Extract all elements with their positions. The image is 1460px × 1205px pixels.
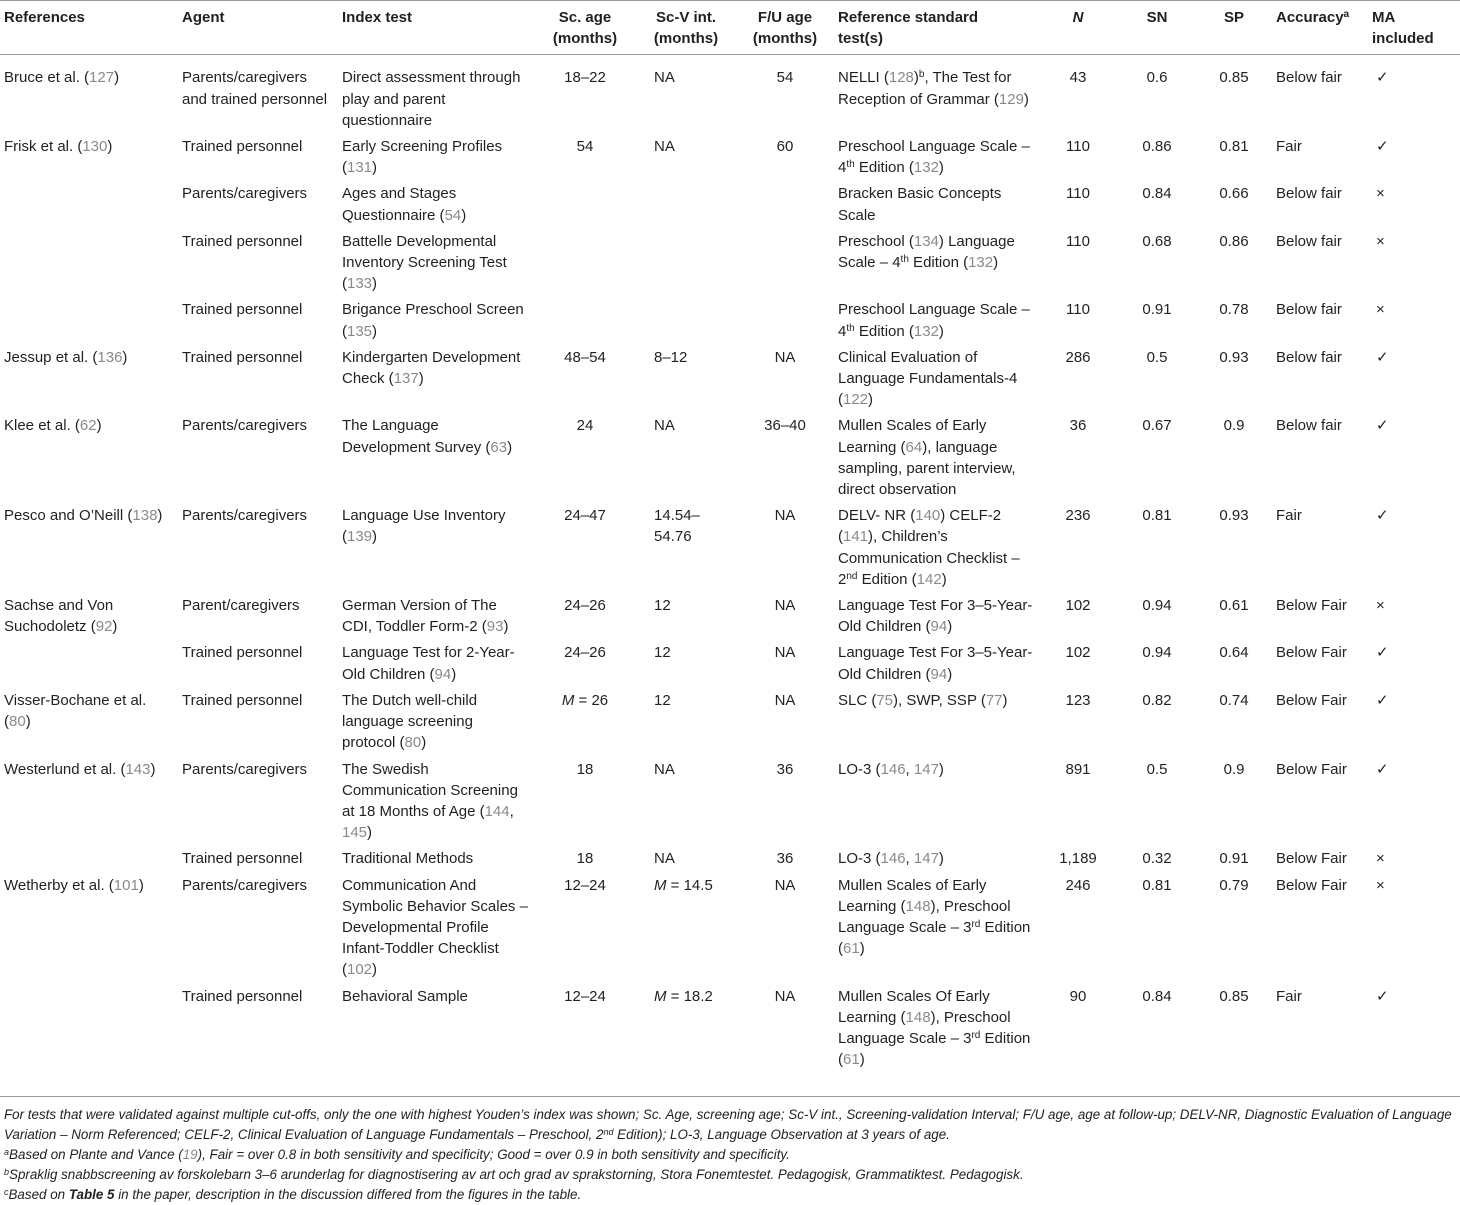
cell-accuracy: Below fair	[1276, 301, 1342, 319]
table-row	[0, 755, 1460, 845]
cell-reference: Klee et al. (62)	[4, 417, 102, 435]
cell-reference: Westerlund et al. (143)	[4, 760, 156, 778]
cell-sp: 0.61	[1219, 597, 1249, 615]
cell-sn: 0.84	[1142, 987, 1172, 1005]
cell-fu-age	[736, 179, 834, 226]
cell-ma-included	[1368, 179, 1460, 226]
cell-fu-age: NA	[774, 644, 796, 662]
cell-sc-age	[534, 179, 636, 226]
cell-accuracy: Fair	[1276, 138, 1302, 156]
cell-n: 1,189	[1059, 850, 1097, 868]
table-row	[0, 295, 1460, 342]
cell-reference-standard: LO-3 (146, 147)	[838, 760, 944, 778]
cell-sc-age: 18–22	[564, 69, 606, 87]
cell-agent: Parents/caregivers	[182, 185, 308, 203]
table-row	[0, 871, 1460, 982]
cell-sn: 0.81	[1142, 507, 1172, 525]
check-icon: ✓	[1376, 691, 1389, 709]
header-agent: Agent	[178, 1, 338, 55]
cell-ma-included	[1368, 686, 1460, 755]
cell-fu-age: NA	[774, 597, 796, 615]
cell-agent: Trained personnel	[182, 691, 303, 709]
cell-n: 102	[1065, 597, 1091, 615]
cell-n: 36	[1069, 417, 1087, 435]
cell-reference	[0, 227, 178, 296]
cell-scv-int: NA	[654, 69, 675, 87]
cell-accuracy: Below fair	[1276, 348, 1342, 366]
cell-reference-standard: Mullen Scales Of Early Learning (148), Preschool Language Scale – 3rd Edition (61)	[838, 987, 1031, 1069]
cell-accuracy: Below Fair	[1276, 876, 1347, 894]
cell-sn: 0.5	[1146, 348, 1168, 366]
cell-agent: Trained personnel	[182, 987, 303, 1005]
cell-ma-included	[1368, 591, 1460, 638]
cell-sn: 0.81	[1142, 876, 1172, 894]
table-row	[0, 686, 1460, 755]
cell-sn: 0.67	[1142, 417, 1172, 435]
cell-ma-included	[1368, 132, 1460, 179]
cell-fu-age: 36	[776, 850, 794, 868]
cell-sn: 0.94	[1142, 597, 1172, 615]
cell-fu-age: 36	[776, 760, 794, 778]
cell-accuracy: Fair	[1276, 987, 1302, 1005]
table-row	[0, 227, 1460, 296]
check-icon: ✓	[1376, 69, 1389, 87]
cell-scv-int: 12	[654, 644, 671, 662]
cell-sc-age: M = 26	[561, 691, 609, 709]
table-row	[0, 179, 1460, 226]
table-row	[0, 844, 1460, 870]
cell-n: 236	[1065, 507, 1091, 525]
cell-index-test: Communication And Symbolic Behavior Scales – Developmental Profile Infant-Toddler Checklist (102)	[342, 876, 528, 979]
cell-n: 110	[1066, 301, 1090, 319]
cell-sp: 0.91	[1219, 850, 1249, 868]
cell-n: 110	[1066, 138, 1090, 156]
cell-accuracy: Below Fair	[1276, 850, 1347, 868]
cell-sp: 0.74	[1219, 691, 1249, 709]
cell-reference-standard: NELLI $(128)^b$, The Test for Reception of Grammar (129)	[838, 69, 1029, 108]
cell-index-test: Behavioral Sample	[342, 987, 468, 1005]
cell-sc-age: 18	[576, 760, 594, 778]
cell-ma-included	[1368, 755, 1460, 845]
cell-sn: 0.84	[1142, 185, 1172, 203]
cell-sn: 0.32	[1142, 850, 1172, 868]
cell-index-test: Traditional Methods	[342, 850, 474, 868]
cell-index-test: Language Use Inventory (139)	[342, 507, 506, 546]
cell-scv-int	[636, 295, 736, 342]
check-icon: ✓	[1376, 507, 1389, 525]
cell-ma-included	[1368, 227, 1460, 296]
cell-sp: 0.9	[1223, 760, 1245, 778]
cell-agent: Parent/caregivers	[182, 597, 300, 615]
cell-ma-included	[1368, 295, 1460, 342]
cell-scv-int	[636, 227, 736, 296]
footnote-a: $^a$Based on Plante and Vance (19), Fair = over 0.8 in both sensitivity and specificity; Good = over 0.9 in both sensitivity and specificity.	[4, 1147, 790, 1162]
cell-fu-age: NA	[774, 691, 796, 709]
cell-sc-age: 18	[576, 850, 594, 868]
cell-accuracy: Below Fair	[1276, 644, 1347, 662]
cell-sp: 0.79	[1219, 876, 1249, 894]
cell-n: 123	[1065, 691, 1091, 709]
cell-reference: Sachse and Von Suchodoletz (92)	[4, 597, 118, 636]
cell-reference: Pesco and O’Neill (138)	[4, 507, 163, 525]
header-sp: SP	[1196, 1, 1272, 55]
cell-accuracy: Fair	[1276, 507, 1302, 525]
cell-index-test: Battelle Developmental Inventory Screening Test (133)	[342, 232, 507, 293]
cell-scv-int: NA	[654, 760, 675, 778]
cell-index-test: Direct assessment through play and parent questionnaire	[342, 69, 521, 129]
table-row	[0, 411, 1460, 501]
cell-fu-age: NA	[774, 876, 796, 894]
cell-n: 43	[1069, 69, 1087, 87]
cell-n: 110	[1066, 185, 1090, 203]
cell-reference-standard: Language Test For 3–5-Year-Old Children (94)	[838, 597, 1033, 636]
header-index-test: Index test	[338, 1, 534, 55]
cell-n: 891	[1065, 760, 1091, 778]
cell-reference-standard: Mullen Scales of Early Learning (64), language sampling, parent interview, direct observation	[838, 417, 1016, 499]
cell-fu-age	[736, 227, 834, 296]
cell-reference-standard: Bracken Basic Concepts Scale	[838, 185, 1002, 224]
cell-sn: 0.86	[1142, 138, 1172, 156]
cell-sp: 0.66	[1219, 185, 1249, 203]
cell-reference: Wetherby et al. (101)	[4, 876, 144, 894]
cell-agent: Parents/caregivers	[182, 417, 308, 435]
cell-agent: Trained personnel	[182, 301, 303, 319]
check-icon: ✓	[1376, 348, 1389, 366]
cell-index-test: Language Test for 2-Year-Old Children (94)	[342, 644, 515, 683]
table-row	[0, 132, 1460, 179]
header-references: References	[0, 1, 178, 55]
cell-index-test: Ages and Stages Questionnaire (54)	[342, 185, 467, 224]
cell-agent: Parents/caregivers and trained personnel	[182, 69, 328, 108]
cell-fu-age: NA	[774, 507, 796, 525]
cell-ma-included	[1368, 871, 1460, 982]
cell-index-test: The Dutch well-child language screening protocol (80)	[342, 691, 478, 752]
footnote-c: $^c$Based on Table 5 in the paper, description in the discussion differed from the figures in the table.	[4, 1187, 582, 1202]
cell-sp: 0.85	[1219, 987, 1249, 1005]
cell-reference-standard: SLC (75), SWP, SSP (77)	[838, 691, 1008, 709]
cell-n: 286	[1065, 348, 1091, 366]
cell-reference-standard: Preschool Language Scale – 4th Edition (132)	[838, 138, 1030, 177]
cell-sp: 0.93	[1219, 507, 1249, 525]
cell-index-test: Brigance Preschool Screen (135)	[342, 301, 524, 340]
header-reference-standard: Reference standard test(s)	[834, 1, 1038, 55]
cell-reference: Frisk et al. (130)	[4, 138, 113, 156]
cell-index-test: The Swedish Communication Screening at 18 Months of Age (144, 145)	[342, 760, 518, 842]
check-icon: ✓	[1376, 644, 1389, 662]
cell-accuracy: Below Fair	[1276, 691, 1347, 709]
cell-sc-age: 54	[576, 138, 594, 156]
cell-ma-included	[1368, 55, 1460, 132]
cell-index-test: Early Screening Profiles (131)	[342, 138, 503, 177]
cell-scv-int: M = 14.5	[654, 876, 713, 894]
cell-scv-int: 12	[654, 691, 671, 709]
cell-reference-standard: Language Test For 3–5-Year-Old Children (94)	[838, 644, 1033, 683]
cell-n: 102	[1065, 644, 1091, 662]
header-sc-age: Sc. age (months)	[534, 1, 636, 55]
cell-agent: Parents/caregivers	[182, 507, 308, 525]
cell-sc-age: 24–47	[564, 507, 606, 525]
check-icon: ✓	[1376, 417, 1389, 435]
cell-reference	[0, 844, 178, 870]
cell-scv-int: 14.54–54.76	[654, 507, 700, 546]
cell-sp: 0.81	[1219, 138, 1249, 156]
cell-agent: Trained personnel	[182, 138, 303, 156]
cell-reference-standard: Mullen Scales of Early Learning (148), Preschool Language Scale – 3rd Edition (61)	[838, 876, 1031, 958]
cell-sp: 0.93	[1219, 348, 1249, 366]
cell-sc-age: 24	[576, 417, 594, 435]
cell-n: 90	[1069, 987, 1087, 1005]
cell-scv-int	[636, 179, 736, 226]
table-row	[0, 638, 1460, 685]
header-fu-age: F/U age (months)	[736, 1, 834, 55]
cell-sc-age: 48–54	[564, 348, 606, 366]
cell-fu-age: NA	[774, 348, 796, 366]
cell-scv-int: NA	[654, 138, 675, 156]
cell-sn: 0.91	[1142, 301, 1172, 319]
cell-index-test: The Language Development Survey (63)	[342, 417, 513, 456]
cell-reference	[0, 638, 178, 685]
cell-scv-int: 8–12	[654, 348, 688, 366]
cell-n: 246	[1065, 876, 1091, 894]
table-row	[0, 591, 1460, 638]
cell-agent: Parents/caregivers	[182, 876, 308, 894]
cell-accuracy: Below fair	[1276, 232, 1342, 250]
cell-accuracy: Below Fair	[1276, 760, 1347, 778]
cell-ma-included	[1368, 501, 1460, 591]
cross-icon: ×	[1376, 232, 1385, 250]
header-n: N	[1038, 1, 1118, 55]
cell-sn: 0.6	[1146, 69, 1168, 87]
cell-agent: Trained personnel	[182, 850, 303, 868]
cell-accuracy: Below Fair	[1276, 597, 1347, 615]
header-row	[0, 1, 1460, 55]
cell-sc-age: 24–26	[564, 597, 606, 615]
cell-sn: 0.5	[1146, 760, 1168, 778]
check-icon: ✓	[1376, 138, 1389, 156]
cell-reference-standard: Preschool (134) Language Scale – 4th Edition (132)	[838, 232, 1015, 272]
cross-icon: ×	[1376, 850, 1385, 868]
cell-reference	[0, 295, 178, 342]
cell-scv-int: NA	[654, 850, 675, 868]
cell-reference-standard: LO-3 (146, 147)	[838, 850, 944, 868]
cell-n: 110	[1066, 232, 1090, 250]
cell-fu-age: 60	[776, 138, 794, 156]
cell-agent: Trained personnel	[182, 232, 303, 250]
cell-fu-age: NA	[774, 987, 796, 1005]
footnote-abbreviations: For tests that were validated against multiple cut-offs, only the one with highest Youden’s index was shown; Sc. Age, screening age; Sc-V int., Screening-validation Interval; F/U age, age at follow-up; DELV-NR, Diagnostic Evaluation of Language Variation – Norm Referenced; CELF-2, Clinical Evaluation of Language Fundamentals – Preschool, 2nd Edition); LO-3, Language Observation at 3 years of age.	[4, 1107, 1452, 1142]
cell-reference: Jessup et al. (136)	[4, 348, 128, 366]
cell-accuracy: Below fair	[1276, 69, 1342, 87]
cross-icon: ×	[1376, 185, 1385, 203]
cell-sc-age: 12–24	[564, 987, 606, 1005]
cell-sc-age: 24–26	[564, 644, 606, 662]
cross-icon: ×	[1376, 597, 1385, 615]
check-icon: ✓	[1376, 987, 1389, 1005]
cell-fu-age	[736, 295, 834, 342]
check-icon: ✓	[1376, 760, 1389, 778]
cell-accuracy: Below fair	[1276, 417, 1342, 435]
cell-sn: 0.82	[1142, 691, 1172, 709]
cell-ma-included	[1368, 411, 1460, 501]
header-accuracy: Accuracy$^a$	[1272, 1, 1368, 55]
cell-fu-age: 54	[776, 69, 794, 87]
cell-ma-included	[1368, 982, 1460, 1072]
cell-sc-age	[534, 227, 636, 296]
cell-sp: 0.9	[1223, 417, 1245, 435]
header-scv-int: Sc-V int. (months)	[636, 1, 736, 55]
cell-reference-standard: Clinical Evaluation of Language Fundamentals-4 (122)	[838, 348, 1018, 409]
cell-reference	[0, 179, 178, 226]
cell-scv-int: 12	[654, 597, 671, 615]
cell-sp: 0.85	[1219, 69, 1249, 87]
cross-icon: ×	[1376, 876, 1385, 894]
header-sn: SN	[1118, 1, 1196, 55]
cell-reference	[0, 982, 178, 1072]
table-row	[0, 55, 1460, 132]
cell-sc-age: 12–24	[564, 876, 606, 894]
cell-reference: Visser-Bochane et al. (80)	[4, 691, 147, 731]
cell-agent: Trained personnel	[182, 644, 303, 662]
cell-sp: 0.78	[1219, 301, 1249, 319]
cell-sn: 0.94	[1142, 644, 1172, 662]
footnote-b: $^b$Spraklig snabbscreening av forskolebarn 3–6 arunderlag for diagnostisering av art och grad av sprakstorning, Stora Fonemtestet. Pedagogisk, Grammatiktest. Pedagogisk.	[4, 1167, 1024, 1182]
cell-index-test: German Version of The CDI, Toddler Form-2 (93)	[342, 597, 509, 636]
table-row	[0, 343, 1460, 412]
cell-ma-included	[1368, 638, 1460, 685]
table-row	[0, 982, 1460, 1072]
cell-accuracy: Below fair	[1276, 185, 1342, 203]
cell-ma-included	[1368, 343, 1460, 412]
table-row	[0, 501, 1460, 591]
cell-sp: 0.64	[1219, 644, 1249, 662]
cell-sp: 0.86	[1219, 232, 1249, 250]
header-ma-included: MA included	[1368, 1, 1460, 55]
cross-icon: ×	[1376, 301, 1385, 319]
cell-sn: 0.68	[1142, 232, 1172, 250]
cell-scv-int: M = 18.2	[654, 987, 713, 1005]
cell-reference-standard: Preschool Language Scale – 4th Edition (132)	[838, 301, 1030, 340]
cell-ma-included	[1368, 844, 1460, 870]
table-footnotes	[0, 1096, 1460, 1205]
cell-reference-standard: DELV- NR (140) CELF-2 (141), Children’s Communication Checklist – 2nd Edition (142)	[838, 507, 1020, 588]
cell-reference: Bruce et al. (127)	[4, 69, 120, 87]
cell-agent: Trained personnel	[182, 348, 303, 366]
cell-agent: Parents/caregivers	[182, 760, 308, 778]
cell-sc-age	[534, 295, 636, 342]
cell-scv-int: NA	[654, 417, 675, 435]
cell-fu-age: 36–40	[764, 417, 806, 435]
cell-index-test: Kindergarten Development Check (137)	[342, 348, 521, 388]
